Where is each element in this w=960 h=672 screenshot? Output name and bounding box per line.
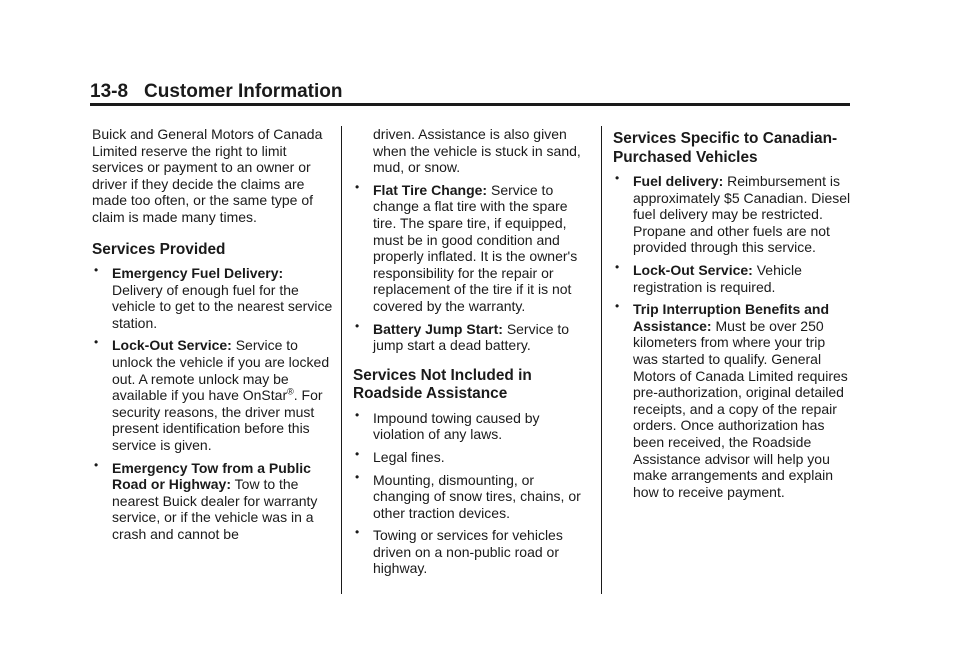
bullet-icon: • xyxy=(94,457,99,472)
item-text: Service to change a flat tire with the spare tire. The spare tire, if equipped, must be in good condition and properly inflated. It is the owner's responsibility for the repair or replacement of the tire if it is not covered by the warranty. xyxy=(373,181,578,314)
item-term: Flat Tire Change: xyxy=(373,181,488,198)
not-included-list xyxy=(353,407,590,577)
bullet-icon: • xyxy=(94,335,99,350)
item-text: Impound towing caused by violation of any laws. xyxy=(373,409,540,443)
list-item xyxy=(613,259,853,295)
item-text: Service to jump start a dead battery. xyxy=(373,320,570,354)
list-item xyxy=(353,527,590,577)
item-text-continued: . For security reasons, the driver must present identification before this service is given. xyxy=(112,387,323,453)
list-item xyxy=(92,457,334,543)
bullet-icon: • xyxy=(615,299,620,314)
bullet-icon: • xyxy=(355,407,360,422)
item-term: Battery Jump Start: xyxy=(373,320,503,337)
intro-paragraph: Buick and General Motors of Canada Limited reserve the right to limit services or payment to an owner or driver if they decide the claims are made too often, or the same type of claim is made many times. xyxy=(92,126,323,225)
list-item xyxy=(92,265,334,331)
list-item xyxy=(92,337,334,453)
services-provided-heading: Services Provided xyxy=(92,240,226,258)
bullet-icon: • xyxy=(615,171,620,185)
bullet-icon: • xyxy=(355,179,360,194)
bullet-icon: • xyxy=(355,318,360,333)
list-item xyxy=(353,318,590,354)
item-text: Service to unlock the vehicle if you are locked out. A remote unlock may be available if you have OnStar xyxy=(112,337,330,404)
item-term: Lock-Out Service: xyxy=(112,337,232,354)
continued-paragraph: driven. Assistance is also given when the vehicle is stuck in sand, mud, or snow. xyxy=(373,126,581,176)
page-header xyxy=(90,80,850,104)
bullet-icon: • xyxy=(94,263,99,278)
item-text: Tow to the nearest Buick dealer for warranty service, or if the vehicle was in a crash and cannot be xyxy=(112,476,318,542)
bullet-icon: • xyxy=(615,259,620,274)
bullet-icon: • xyxy=(355,525,360,540)
registered-mark: ® xyxy=(287,386,294,397)
services-provided-list xyxy=(92,265,334,543)
list-item xyxy=(353,407,590,443)
not-included-heading: Services Not Included in Roadside Assistance xyxy=(353,366,532,403)
list-item xyxy=(353,446,590,466)
item-text: Towing or services for vehicles driven on a non-public road or highway. xyxy=(373,527,563,577)
item-term: Trip Interruption Benefits and Assistance: xyxy=(633,301,830,334)
item-term: Emergency Tow from a Public Road or Highway: xyxy=(112,459,311,493)
item-text: Mounting, dismounting, or changing of snow tires, chains, or other traction devices. xyxy=(373,471,581,521)
item-text: Vehicle registration is required. xyxy=(633,261,802,295)
header-rule xyxy=(90,103,850,106)
item-text: Delivery of enough fuel for the vehicle to get to the nearest service station. xyxy=(112,281,333,331)
bullet-icon: • xyxy=(355,469,360,484)
column-1 xyxy=(92,126,334,549)
item-text: Must be over 250 kilometers from where your trip was started to qualify. General Motors of Canada Limited requires pre-authorization, original detailed receipts, and a copy of the repair orders. Once authorization has been received, the Roadside Assistance advisor will help you make arrangements and explain how to receive payment. xyxy=(633,317,848,500)
list-item xyxy=(353,179,590,315)
item-term: Lock-Out Service: xyxy=(633,261,753,278)
item-term: Fuel delivery: xyxy=(633,173,724,189)
list-item xyxy=(613,173,853,256)
item-text: Reimbursement is approximately $5 Canadian. Diesel fuel delivery may be restricted. Propane and other fuels are not provided through this service. xyxy=(633,173,851,256)
column-divider-1 xyxy=(341,126,342,594)
canadian-services-heading: Services Specific to Canadian-Purchased Vehicles xyxy=(613,130,838,166)
section-title: Customer Information xyxy=(144,81,343,102)
item-term: Emergency Fuel Delivery: xyxy=(112,265,284,282)
canadian-services-list xyxy=(613,173,853,500)
list-item xyxy=(353,469,590,522)
column-divider-2 xyxy=(601,126,602,594)
item-text: Legal fines. xyxy=(373,448,445,465)
list-item xyxy=(613,301,853,500)
services-provided-list-continued xyxy=(353,179,590,354)
column-3 xyxy=(613,126,853,506)
column-2 xyxy=(353,126,590,583)
bullet-icon: • xyxy=(355,446,360,461)
page-number: 13-8 xyxy=(90,81,129,102)
